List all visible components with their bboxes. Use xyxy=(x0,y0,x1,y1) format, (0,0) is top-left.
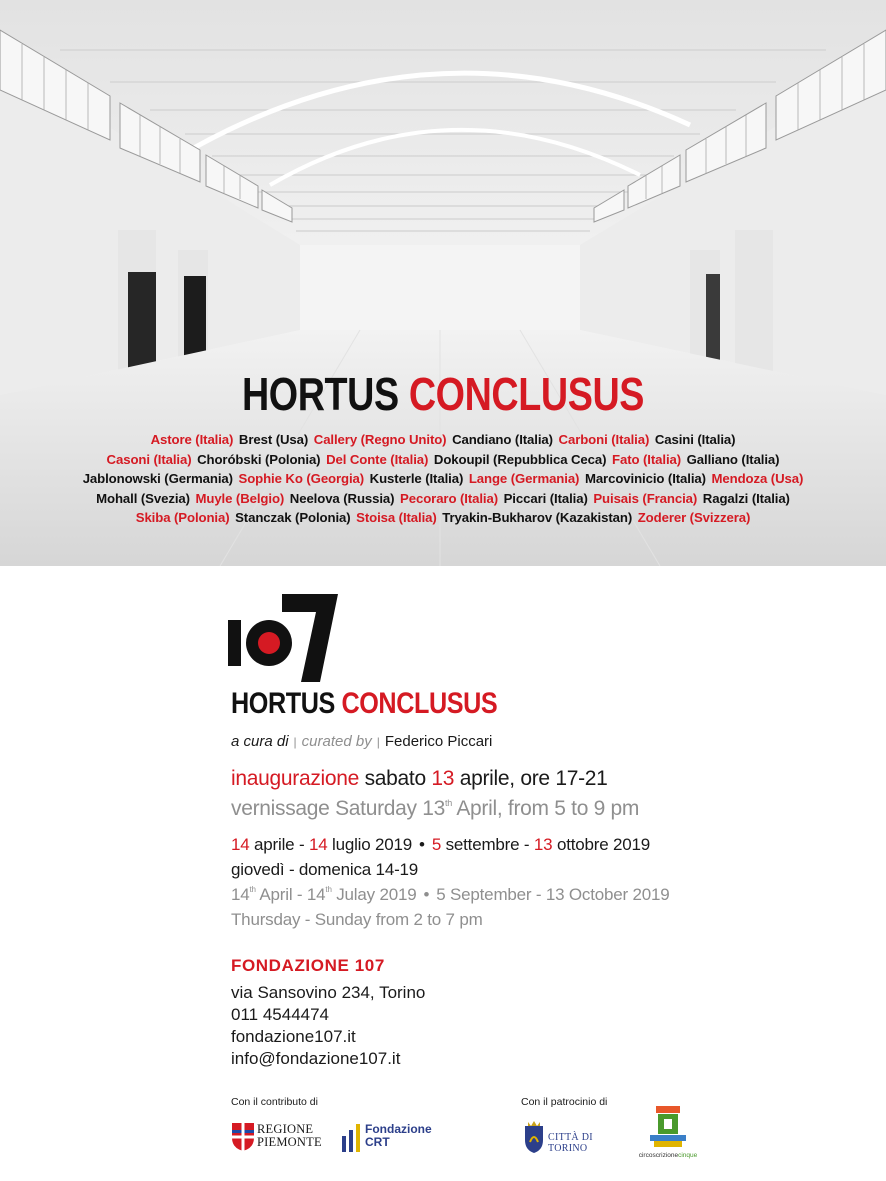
logo-title-hortus: HORTUS xyxy=(231,687,335,720)
date-en-s1: th xyxy=(249,885,256,894)
regione-piemonte-logo xyxy=(231,1120,327,1154)
phone-number: 011 4544474 xyxy=(231,1005,330,1024)
dates-en xyxy=(231,884,670,906)
artist-name: Kusterle (Italia) xyxy=(369,471,464,487)
hero-gallery-image xyxy=(0,0,886,566)
circ-part1: circoscrizione xyxy=(638,1152,679,1159)
opening-word-it: inaugurazione xyxy=(231,767,360,790)
curator-line xyxy=(231,732,492,752)
artist-name: Sophie Ko (Georgia) xyxy=(238,471,365,487)
artist-name: Mohall (Svezia) xyxy=(96,490,190,506)
date-en-p4: 5 September - 13 October 2019 xyxy=(436,885,670,904)
date-it-bullet: • xyxy=(419,835,425,854)
regione-line2: PIEMONTE xyxy=(257,1135,322,1149)
artist-name: Muyle (Belgio) xyxy=(195,490,285,506)
citta-di-torino-logo xyxy=(523,1118,633,1156)
opening-en-sup: th xyxy=(445,798,452,808)
artist-name: Marcovinicio (Italia) xyxy=(584,471,706,487)
opening-it xyxy=(231,766,608,792)
opening-date-it: 13 xyxy=(431,767,455,790)
artist-name: Zoderer (Svizzera) xyxy=(637,510,751,526)
date-it-m2: luglio 2019 xyxy=(332,835,413,854)
address: via Sansovino 234, Torino xyxy=(231,983,426,1002)
artist-name: Candiano (Italia) xyxy=(452,432,553,447)
artist-line xyxy=(0,508,886,528)
date-it-d4: 13 xyxy=(533,835,553,854)
artist-list xyxy=(0,430,886,528)
opening-rest-it: aprile, ore 17-21 xyxy=(459,767,608,790)
fondazione-107-logo xyxy=(228,594,340,684)
circoscrizione-cinque-logo xyxy=(638,1104,698,1160)
artist-name: Piccari (Italia) xyxy=(503,490,588,506)
hero-title-hortus: HORTUS xyxy=(241,368,399,420)
curator-name: Federico Piccari xyxy=(384,733,493,750)
date-en-s2: th xyxy=(325,885,332,894)
artist-name: Astore (Italia) xyxy=(150,432,234,447)
artist-name: Jablonowski (Germania) xyxy=(82,471,233,487)
circoscrizione-icon xyxy=(638,1104,698,1150)
email-link[interactable]: info@fondazione107.it xyxy=(231,1049,401,1068)
opening-en-pre: vernissage Saturday 13 xyxy=(231,797,446,820)
artist-line xyxy=(0,489,886,509)
opening-day-it: sabato xyxy=(364,767,426,790)
artist-line xyxy=(0,430,886,450)
artist-name: Galliano (Italia) xyxy=(686,451,780,467)
hero-title xyxy=(80,366,807,422)
artist-line xyxy=(0,469,886,489)
artist-name: Stoisa (Italia) xyxy=(356,510,437,526)
days-it: giovedì - domenica 14-19 xyxy=(231,860,419,879)
artist-name: Brest (Usa) xyxy=(238,432,309,447)
regione-line1: REGIONE xyxy=(257,1122,314,1136)
opening-en-post: April, from 5 to 9 pm xyxy=(456,797,640,820)
artist-name: Skiba (Polonia) xyxy=(135,510,230,526)
torino-crest-icon xyxy=(523,1120,545,1154)
date-en-p2: April - 14 xyxy=(259,885,326,904)
logo-digit-one xyxy=(228,620,241,666)
artist-name: Casini (Italia) xyxy=(654,432,736,447)
circ-part2: cinque xyxy=(678,1152,698,1159)
logo-title xyxy=(231,686,497,722)
contribution-label: Con il contributo di xyxy=(231,1096,318,1108)
artist-name: Carboni (Italia) xyxy=(558,432,650,447)
artist-name: Pecoraro (Italia) xyxy=(400,490,499,506)
artist-name: Tryakin-Bukharov (Kazakistan) xyxy=(442,510,633,526)
artist-line xyxy=(0,450,886,470)
date-it-d2: 14 xyxy=(308,835,328,854)
circoscrizione-text xyxy=(638,1152,698,1160)
patronage-label: Con il patrocinio di xyxy=(521,1096,608,1108)
date-en-p1: 14 xyxy=(231,885,250,904)
date-en-p3: Julay 2019 xyxy=(336,885,417,904)
foundation-name: FONDAZIONE 107 xyxy=(231,956,385,975)
curator-separator: | xyxy=(376,735,380,749)
hero-title-conclusus: CONCLUSUS xyxy=(408,368,645,420)
logo-red-dot xyxy=(258,632,280,654)
crt-line2: CRT xyxy=(365,1135,390,1149)
artist-name: Callery (Regno Unito) xyxy=(313,432,447,447)
regione-text xyxy=(257,1123,322,1149)
date-it-d3: 5 xyxy=(431,835,442,854)
logo-title-conclusus: CONCLUSUS xyxy=(341,687,498,720)
artist-name: Stanczak (Polonia) xyxy=(235,510,351,526)
artist-name: Neelova (Russia) xyxy=(289,490,395,506)
artist-name: Puisais (Francia) xyxy=(593,490,698,506)
crt-line1: Fondazione xyxy=(365,1122,432,1136)
date-en-bullet: • xyxy=(423,885,430,904)
date-it-m4: ottobre 2019 xyxy=(556,835,651,854)
date-it-d1: 14 xyxy=(231,835,250,854)
artist-name: Fato (Italia) xyxy=(612,451,682,467)
dates-it xyxy=(231,834,650,856)
artist-name: Ragalzi (Italia) xyxy=(702,490,790,506)
date-it-m3: settembre - xyxy=(445,835,530,854)
torino-text: CITTÀ DI TORINO xyxy=(548,1132,593,1154)
days-en: Thursday - Sunday from 2 to 7 pm xyxy=(231,910,483,929)
artist-name: Casoni (Italia) xyxy=(106,451,192,467)
regione-shield-icon xyxy=(231,1122,255,1152)
crt-bars-icon xyxy=(340,1122,362,1152)
artist-name: Dokoupil (Repubblica Ceca) xyxy=(433,451,607,467)
artist-name: Del Conte (Italia) xyxy=(326,451,429,467)
website-link[interactable]: fondazione107.it xyxy=(231,1027,356,1046)
curator-separator: | xyxy=(293,735,297,749)
artist-name: Mendoza (Usa) xyxy=(711,471,804,487)
date-it-m1: aprile - xyxy=(254,835,305,854)
opening-en xyxy=(231,796,639,822)
artist-name: Lange (Germania) xyxy=(468,471,580,487)
artist-name: Choróbski (Polonia) xyxy=(197,451,321,467)
curator-label-en: curated by xyxy=(301,733,372,750)
curator-label-it: a cura di xyxy=(231,733,289,750)
fondazione-crt-logo xyxy=(340,1120,450,1154)
crt-text xyxy=(365,1123,432,1149)
